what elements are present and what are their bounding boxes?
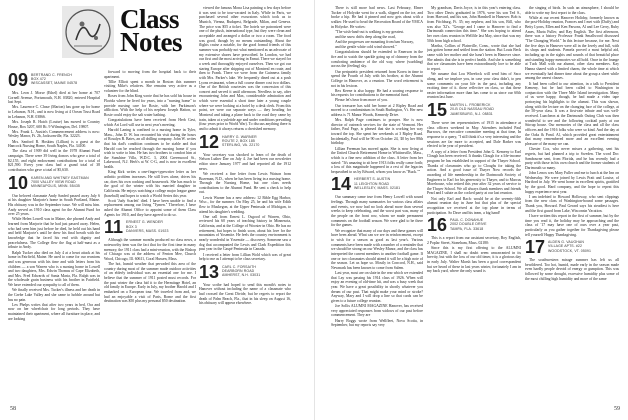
body-paragraph: The southwestern mirage summer has left us all bewildered. Too hot, humid, made early in the season made even hardly people devoid of energy or gumption. This was followed by some drought, excessive humidity plus some of the most chilling high humidity and more of the same bbox=[525, 258, 619, 281]
body-paragraph: Chester Cox, who never misses a gathering, sent his regrets, but had planned a trip to Sweden. The word Doc Sambourne sent, from Florida, and he has recently had a party with those in his own church and the former students of Dartmouth so many. bbox=[525, 147, 619, 170]
body-paragraph: Congratulations should be extended to Emerson in the fire and to watch the sparkle going up of chimney from the comforting ambience of the old way, where (warbling) across the (feeling) sky. bbox=[331, 50, 423, 69]
address-line: MINNEAPOLIS, MINN. 55435 bbox=[31, 184, 80, 189]
address-line: MARTIN L. FROBERICK bbox=[450, 103, 491, 108]
text-column-4 bbox=[331, 6, 423, 402]
class-year-number: 14 bbox=[331, 174, 352, 195]
body-paragraph: Martha, Collins of Plainville, Conn., wrote that she had just gotten home and settled from the station. But Louis Beck came with her mother and she hasn't been in Hanover since. She admits that she is in perfect health. And she is something that we classmates have been extraordinarily lore to be able to report. bbox=[427, 43, 521, 72]
body-paragraph: viewed the famous Mona Lisa painting a few days before it was sent to be tour-vacated in Italy. While in Paris, we purchased several other excursions which took us to Munich, Vienna, Budapest, Belgrade, Milan, and Geneva. The price was $55 a ticket. The hotels we patronized were one of the plush, international type, but they were clean and acceptable and arranged a dollar or two a room. The food was good, though by no means outstanding. About the flights cruise a notable, for the good formal friends of this summer was probably not what mentioned as an advocate of my extensive shares have prescribed. In London, we had our first and the most arriving in Ennui. There we stayed for a week and thoroughly enjoyed ourselves. Then we got our staring Europe after shipping out of Montreal en route, and then to Frank. There we were from the Guinness family with Mrs. Parker's lake. We frequently dined out at a posh Lyons restaurant, when a full course dinner cost two dollars. One of the British courtesies was the concession of this concert and served it until afternoon. Needless to say, after encountering John and Max, considerable admiration and which were essential a short time later a young couple where we were looking at a hotel by a desk clerk. From this point, we were our separate ways — they heading for Montreal and taking a plane back to the road they came by train, taken at a yuletide age and under conditions prevailing (four years prior to World War). To discuss anything there is and to admit it always returns a cherished memory. bbox=[199, 6, 291, 132]
body-paragraph: Our treasurer has sold her home at 2 Ripley Road and moved to a condominium in South Burlington, Vt. Her new address is 71 Manor Woods, Kennedy Drive. bbox=[331, 103, 423, 117]
address-line: DEARBORN ROAD bbox=[222, 269, 255, 274]
class-year-number: 10 bbox=[8, 172, 29, 193]
body-paragraph: Joe Sollis ALUMNI MAGAZINE Hanover, has received very appreciated responses from widows of our past before commencement. They are bbox=[331, 304, 423, 318]
body-paragraph: Not only Earl and Rach: would be at the seventy-fifth alumni reunion day in June but that plus of the special recognition we received at the top plane in terms of participation. So Dave and his team, a big hand! bbox=[427, 196, 521, 215]
body-paragraph: There were ten representatives of 1915 in attendance at class officers weekend in May. Attendees included Paul Burrows, the executive committee meeting at that time, In response to a query, "I still think it's a very interesting and the sessions are far more to accepted, and Dale Barker was elected to be year of president. bbox=[427, 121, 521, 149]
body-paragraph: and the snow drifts deep along the road, bbox=[335, 34, 396, 39]
class-year-number: 12 bbox=[199, 131, 220, 152]
section-title bbox=[120, 4, 182, 57]
body-paragraph: Mrs. Ralph Page continues to prosper. She is now director of outreach services for the state of Vermont. Her father, Paul Page, is pleased that she is working her way toward the top. She spent her weekends at 3 Ripley Road. Incidentally, Paul will be 90 on October 24, '40 by her 88th birthday. bbox=[331, 118, 423, 146]
class-secretary-address bbox=[31, 72, 77, 86]
class-year-header bbox=[8, 172, 100, 193]
body-paragraph: Congratulations have been received from Herb Gest, which Art Lord will use in next year's meeting. bbox=[104, 118, 196, 127]
body-paragraph: Harry Boggs wrote from Wellfleet, Nova Scotia, in September, but my reports say very bbox=[331, 318, 423, 328]
address-line: CARL C. FORSAITH bbox=[222, 264, 256, 269]
address-line: WELLESLEY, MASS. 02181 bbox=[354, 185, 401, 190]
class-year-number: 09 bbox=[8, 70, 29, 90]
address-line: TAMPA, FLA. 33618 bbox=[450, 226, 484, 231]
page-gutter bbox=[314, 0, 315, 420]
body-paragraph: Please let's hear from more of you. bbox=[335, 98, 388, 103]
section-title-line2: Notes bbox=[120, 27, 182, 57]
text-column-3 bbox=[199, 6, 291, 402]
body-paragraph: One call from Ernest L. Osgood of Warren, Ohio, reviewed his 60 years of teaching history in Minnesota, California, and at the College of Wooster in Ohio. He has no retirement, but hopes to finish soon, about his love for the mountains of Yosemite. He feels the country environment is nearly wonderful in Yosemite — discovery. Someone saw a dog that accompanied the Lewis and Clark Expedition this past year in the Gaspé Peninsula in Canada. bbox=[199, 214, 291, 252]
address-line: 20-B OLD NASSAU ROAD bbox=[450, 107, 495, 112]
address-line: AMHERST, N.H. 03031 bbox=[222, 273, 261, 278]
class-secretary-address bbox=[450, 102, 494, 116]
address-line: BOX 472 bbox=[31, 77, 46, 82]
class-year-header bbox=[525, 237, 619, 258]
class-secretary-address bbox=[548, 239, 591, 253]
address-line: WOODSTOCK, VT. 05091 bbox=[548, 248, 592, 253]
body-paragraph: Lewis Warner has a new address: 12 Bible Egg Harbor, Wisc., for the summer. On May 25, he and his wife Edith flew to Muskegon, at the Upper Peninsula of Michigan, to attend his daughter's wedding. bbox=[199, 195, 291, 214]
class-year-number: 13 bbox=[199, 261, 220, 282]
body-paragraph: Mrs. Frank L. Austin's Commencement address is now: Wesley Manor, Ft. 2b, Jacksonville, Fla. 32223. bbox=[8, 129, 100, 139]
address-line: ROUTE 2, BOX 185 bbox=[222, 138, 255, 143]
address-line: 2002 DOUBLE DRIVE bbox=[450, 222, 487, 227]
body-paragraph: While Helen Lowell was in Maine, she phoned Andy and learned from Marjorie that he had just passed away. Helen, who had seen him just before he died, he held out his hand and held Marjorie's until he drew his final breath with the knowledge that he faced his end with dignity and peacefulness. The College flew the flag at half-mast as a tribute to Andy. bbox=[8, 217, 100, 250]
address-line: VILLAGE APTS. #22 bbox=[548, 244, 583, 249]
address-line: STERLING, VA. 22170 bbox=[222, 143, 260, 148]
body-paragraph: Since this is my first offering to the ALUMNI MAGAZINE, I shall no doubt seem unwarranted in its brevity, but with the loss of our old timer, it is a glorious day in early July. Walter Marsh has been a good correspondent but we heard of these in last years winter, fortunately I am in my back yard, where the only sound is bbox=[427, 246, 521, 274]
class-secretary-address bbox=[354, 176, 400, 190]
body-paragraph: A copy of a letter from President John G. Kemeny to Earl Clough has been received. It thanks Clough for a life-income program he has established in support of the Thayer School. Thanks of classmates who go to Cloughs for taking the action. And a good issue of Thayer Now records the awarding of life membership in the Dartmouth Society of Engineers to Earl for his generosity to Thayer, and to Marcus Morehouse, who retired this year after 32 years of service to the Thayer School. We all always thank members and friends Pearl and I salute as the cocked party at our last reunion. bbox=[427, 149, 521, 196]
body-paragraph: Scott 'Judy Scarlett' died. I have been unable to find a replacement among our living "Tymen." Therefore, I have asked the Alumni Office to appoint some of them Class Agents for 1910, and they have agreed to do so. bbox=[104, 198, 196, 217]
body-paragraph: It had been called to our attention, in a talk to President Kemeny, but he had been called to Washington in conjunction with the Three Mile Island investigation. Many of us were happy, though, he had made a video tape portraying his highlights to the alumni. This was shown, along with the lecture on the changing face of the college, at the 50-year class. It was a first-rate tribute and was well-received. Luncheon at the Dartmouth Outing Club was then wonderful to see and the following cocktail party at our Stirrup house. Our memories of the class and all the class officers and the 1916 folks who were so kind. And the day at the Oaks & Pond. Al, which provided great entertainment that many remembered more and an excellent evening pleasure of the many we can. bbox=[525, 81, 619, 147]
address-line: ALDEN G. VAUGHAN bbox=[548, 240, 584, 245]
class-secretary-address bbox=[31, 175, 89, 189]
body-paragraph: We recognize that many of our days and these games will have been ahead. What can we see in reinforcement, except to wish for a season as good as last year's. Various comments have been made with a number of a reminder that we should be strong on our Wesley Manor, and the class has interpreted the current members to another football game. If one or two classmates should attend it will be a high note of the season. Let us hope so. Mostly in Concord, N.H., said Newmark has been known to come from Salem. bbox=[331, 228, 423, 270]
body-paragraph: We assume that Lou Wheelock will send him of Saco along, and we implore you, in case your class didn't, to pen some comments on your life in the past, including any exciting time of it. those reflective on class, so that these easier information more than has come to us since our 60th reunion last June. bbox=[427, 72, 521, 100]
body-paragraph: Mrs. Joseph R. Hatch (Louise) has moved to Country House, Box 5207, 600 Rt. 9 Wilmington, Del. 19807. bbox=[8, 119, 100, 129]
body-paragraph: forward to moving from the hospital back to their apartment. bbox=[104, 70, 196, 79]
body-paragraph: I have written this report in the first of summer, but by the time you read it, the holiday may be approaching and the class of '17 may have one of ours over a year past, particularly as you gather together for Thanksgiving please tell yourself Happy Thanksgiving. bbox=[525, 213, 619, 237]
body-paragraph: Roses from John King wrote that he has sold his house in Florida where he lived for years, into a "nursing home" to provide nursing care for Rosie, with her Parkinson's affliction. With the help of his nephew Joseph Hatton, so Rosie could enjoy the salt water bathing. bbox=[104, 94, 196, 117]
class-year-number: 17 bbox=[525, 237, 546, 258]
body-paragraph: Mrs. Leon J. Morse (Ethel) died at her home at 707 Cornell Avenue, Portsmouth, N.H. 03820, entered Hospital last Sept. bbox=[8, 91, 100, 105]
body-paragraph: Last year, most are on slate in the rear which we extended that Lay was passing his 1914 class of 1926. When will enjoy an evening of old-time hit, and was a busy week that year. We have a great possibility in shortly whatever you dream of our past. That might make your mind or stroke? Anyway, Mary and I will drop a line so that cards can be given to a future college reunion. bbox=[331, 270, 423, 303]
address-line: DANVERS, MASS. 01923 bbox=[126, 228, 169, 233]
class-notes-emblem bbox=[62, 6, 114, 58]
body-paragraph: I am indebted to Howard Holloway, who sent clippings from the new class of Washington-bound some passages. Thank you, Howard. Paul Gerard says his steadiest is here and the first guard from Lake, Wisconsin Vacation. bbox=[525, 194, 619, 213]
body-paragraph: Lillian Freeman has moved again. She is now living at the United Church Retirement Home in Whitinsville, Mass., which is a fine new addition of the class. A letter from her stated: "It's amazing to sit here 1913 folks really came forth; a loss of this magnitude happened in a rest of the legacies bequeathed to us by Edward, whom you know as "Buck."" bbox=[331, 146, 423, 174]
body-paragraph: "The wish-land-out is walking is my greatest. bbox=[335, 29, 405, 34]
body-paragraph: Harold Laning is confined to a nursing home in Tyler, Mass., John D. W. has recounted his visit during the hours of Rosalyn B. Bates, an all drilling company. John W. writes that his dad's condition continues to be stable and that Harold can be reached through the nursing home if you wish to write to him. He has two brothers to comfort him at the Sunshine Villa, W.D.C. 3, 2004 Greenwood St., Lakewood, N.J. Herb's at W. C-G, and is now in excellent health. bbox=[104, 127, 196, 170]
class-year-header bbox=[331, 174, 423, 195]
class-year-header bbox=[8, 72, 100, 88]
address-line: 7000 VALLEY VIEW ROAD bbox=[31, 179, 76, 184]
address-line: HERBERT S. AUSTIN bbox=[354, 177, 391, 182]
class-year-number: 16 bbox=[427, 215, 448, 236]
body-paragraph: King Kirk writes a one-finger-typewriter letter as her arthritic problem increases. He still lives alone, drives his car, does his own cooking and housework. She has much to the goal of the winter with his married daughter in California. He enjoys watching a college major league game (baseball) and hopes to watch a World Series this year. bbox=[104, 170, 196, 198]
body-paragraph: Rex Keene is also happy. He had a soaring response to his requests for contributions to the memorial fund. bbox=[331, 88, 423, 98]
body-paragraph: My grandson, Davis Joyce, is in this year's entering class. Two other Davis graduated in 1976, were his son Ted S., from Harvard, and his son, John Hanshell in Hanover. Bob is from Fitchburg, Ft. 35; my nephew, and his son, Bill, who was also '32's. "George and I came to Hanover to find a Dartmouth connection this time." She was hoping to attend her own class reunion in Wellfile last May, since that was my 50th from high school. bbox=[427, 6, 521, 43]
body-paragraph: Lex Phelps writes that after two years in bed, Ora and now on her wheelchair for long periods. They have maintained their apartment, where all furniture in place, and are looking bbox=[8, 302, 100, 321]
text-column-5 bbox=[427, 6, 521, 402]
text-column-2 bbox=[104, 70, 196, 402]
body-paragraph: John Lenox was Mary Fuller and me to lunch at the Inn on Wednesday. We were joined by Lewis Pratt and Louise, of Hartford in July. We went home in excellent spirits, gratified by the good. Hard company, and the hope to repeat this happy experience next year. bbox=[525, 170, 619, 194]
address-line: BERTRAND C. FRENCH bbox=[31, 73, 73, 77]
class-year-header bbox=[199, 131, 291, 152]
class-year-number: 11 bbox=[104, 217, 124, 238]
section-title-line1: Class bbox=[120, 4, 180, 34]
address-line: WISCASSET, MAINE 04578 bbox=[31, 81, 78, 86]
body-paragraph: We finally received Mrs. Tucker's illness and her death in the Grebe Lake Valley and she came to hobble around but has no pain. bbox=[8, 288, 100, 302]
body-paragraph: Mrs. Sanford R. Hoskins (Lillian) is a guest at the Hancock Nursing Home, South Naples, Fla. 34100. bbox=[8, 139, 100, 149]
class-secretary-address bbox=[222, 134, 259, 148]
address-line: PAUL C. DONAHUE bbox=[450, 218, 484, 223]
body-paragraph: Ralph Tucker also died on July 4 at a heart attack at his home in Fairfield, Maine. He used to come for our reunions and was generous with his time and with letters from his children — a son Warren who is a nursing home in Lowell and two daughters, Mrs. Edwin Thomas of Cape Elizabeth, and Mrs. Fred Edwards of Santa Maria, Fla. Ralph was in the wholesale grain business with his brother in Fairfield. We have extended our sympathy to all of them. bbox=[8, 250, 100, 288]
page-number-right: 59 bbox=[614, 406, 620, 412]
body-paragraph: While at our recent Hanover Holiday, formerly known as the post-Holiday reunion, Frances and I met with (Duffy) and Betty Lyons, Ellen and Ken Parsons, Al and Lee Gerry, Ruby Ames, Marta Fuller, and Ray English. The first afternoon, there was a history Professor Frank Smallwood discussed "The Changing World." In this lecture because, for me. Next the five days in Hanover were all in the lovely and full, with its shops and students. Pamela proved a most helpful aid, including up in the sights and sounds of that beautiful place and standing happy memories we all hold. Once in the lounge at Tuck Mall with our alumni, other class members. Kay Hanna shared with a limited charm, the whole time at which we eventually had dinner time about the group a sheet while among the unrest classes. bbox=[525, 15, 619, 81]
body-paragraph: We received a fine letter from Lewis Watson from Bozeman, N.D., when he has been living in a nursing home. Through the Nursing Home, but one class needs contributions to the Alumni Fund. He sent a check to help out. bbox=[199, 171, 291, 195]
class-secretary-address bbox=[450, 217, 487, 231]
address-line: JAMESBURG, N.J. 08831 bbox=[450, 111, 493, 116]
body-paragraph: and the gentle white cold wind showed." bbox=[335, 45, 397, 50]
address-line: ERNEST G. WENDER bbox=[126, 220, 163, 225]
class-year-header bbox=[427, 215, 521, 236]
body-paragraph: Mrs. Laurence C. Chase (Marion) has gone up for home to Lebanon, N.H., and is now living at 4 Ocean Trust Road in Lebanon, N.H. 03866. bbox=[8, 105, 100, 119]
body-paragraph: This is a report from our assistant secretary, Roy English, 2 Poplar Street, Stoneham, Mass. 02180: bbox=[427, 236, 521, 245]
body-paragraph: There is still more bad news. Last February, Elmer Tucker of Holyoke went for a walk, slipped on the ice, and broke a hip. He had it pinned and now gets about with a walker. He used to head the Recreation Board of the YMCA in Holyoke. He writes: bbox=[331, 6, 423, 29]
body-paragraph: Tillie Elliott spent a month in Boston this summer visiting Mike's relatives. She remains very active as a volunteer for the blind. bbox=[104, 79, 196, 94]
address-line: 11 LEIGHTON ROAD bbox=[354, 181, 390, 186]
text-column-1 bbox=[8, 70, 100, 402]
body-paragraph: Our beloved classmate Andy Sanfed passed away July 6 at his daughter Marjorie's home in South Portland, Maine. His obituary was in the September issue. We will miss him. Andy served as 1910 class agent for the Alumni Fund for over 25 years. bbox=[8, 193, 100, 217]
emblem-graphic bbox=[62, 6, 114, 58]
class-year-header bbox=[199, 261, 291, 282]
class-year-header bbox=[427, 100, 521, 121]
class-secretary-address bbox=[222, 264, 260, 278]
page-number-left: 58 bbox=[10, 406, 16, 412]
body-paragraph: Your scribe had hoped to send this month's notes to Hanover without including the name of a classmate who had crossed the Great Divide, but he regrets to report the death of Palm Beach, Fla., that in his sleep on August 16, his obituary will appear elsewhere. bbox=[199, 282, 291, 306]
class-secretary-address bbox=[126, 219, 168, 233]
address-line: HARRY G. WARNER bbox=[222, 134, 257, 139]
body-paragraph: the singing of birds. In such an atmosphere, I should be able to write my first report to the class. bbox=[525, 6, 619, 15]
class-year-header bbox=[104, 217, 196, 238]
body-paragraph: The class of 1909 did well in the 1978 Alumni Fund campaign. There were 39 living donors who gave a total of $2,155, and eight endowment contributions for a total of $21,590. Every year class had a grand total of 38 contributors who gave a total of $5,630. bbox=[8, 149, 100, 172]
address-line: BOX 3 bbox=[126, 224, 137, 229]
body-paragraph: I received a letter from Lillian Wold which was of great help to me as I attempt to be class secretary. bbox=[199, 252, 291, 262]
text-column-6 bbox=[525, 6, 619, 402]
class-year-number: 15 bbox=[427, 100, 448, 121]
address-line: KAREN AND WHITNEY EASTMAN bbox=[31, 175, 89, 180]
body-paragraph: The hot, humid weather that pervaded this area of the country during most of the summer made outdoor activities of an elderly individual was an essential one for me. I believe that the summer of 1911 posted must records. For the past winter the class hid it to the Hermitage Hotel, an old family in Europe. Early in July, my brother Harold and I embarked on a European tour. We traveled from and, we had an enjoyable a visit of Paris, Rome and the first destination was $50 plus my personal $50 destination. bbox=[104, 262, 196, 304]
body-paragraph: Although the summer months produced no class news, a noteworthy item was the fact that for the first time in many memory, the 1911 class had a mini-reunion, with the Bishop of Chicago was at the address of Fenton Mee, Church Wood, Chicago, Ill. 60611, Coral Hussen, Mass. bbox=[104, 238, 196, 261]
body-paragraph: And the progresses are mounting from ban Norway, bbox=[335, 40, 414, 45]
body-paragraph: Our summary came true from Henry Lowell with sound feelings. Through many summaries for various class affairs and events, we now had no look ahead more than several weeks to keep celebrating, and the worst part was, many of the people on the front row, whom we made permanent comments on the football season. We were glad to be there for the games. bbox=[331, 195, 423, 228]
body-paragraph: Your secretary was shocked to learn of the death of Nelson Luther Dae on July 4. Joe had been our newsletter editor since January 1977 and had reported all the 1912 news. bbox=[199, 152, 291, 171]
body-paragraph: Our peripatetic president returned from Korea in time to spend the Fourth of July with his brother, at the Alumni College in Hanover, as a reunion. The word retirement is not in his lexicon. bbox=[331, 69, 423, 88]
